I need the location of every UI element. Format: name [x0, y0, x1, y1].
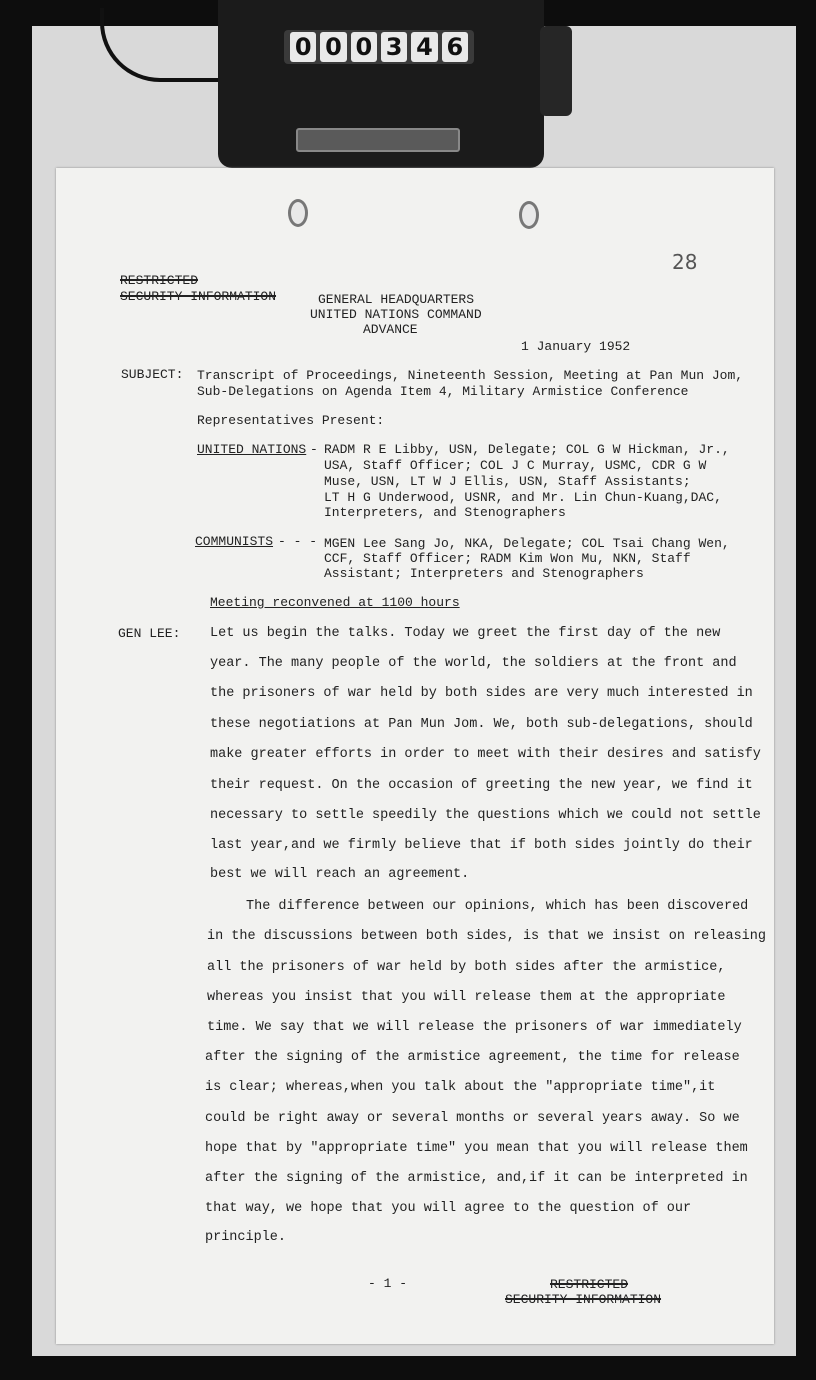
footer-classification-restricted: RESTRICTED [550, 1277, 629, 1292]
header-line-3: ADVANCE [363, 322, 418, 337]
speaker-label: GEN LEE: [118, 626, 181, 641]
frame-counter-display [284, 30, 474, 64]
communists-dash: - - - [278, 534, 318, 549]
counter-digit: 0 [320, 32, 346, 62]
punch-hole [288, 199, 308, 227]
para2-line: whereas you insist that you will release them at the appropriate [207, 990, 726, 1005]
para2-line: principle. [205, 1230, 287, 1245]
para2-line: time. We say that we will release the prisoners of war immediately [207, 1020, 742, 1035]
communists-member-line: CCF, Staff Officer; RADM Kim Won Mu, NKN, Staff [324, 551, 691, 566]
para1-line: last year,and we firmly believe that if both sides jointly do their [210, 838, 753, 853]
para2-line: that way, we hope that you will agree to the question of our [205, 1201, 692, 1216]
un-member-line: RADM R E Libby, USN, Delegate; COL G W Hickman, Jr., [324, 442, 730, 457]
para2-line: The difference between our opinions, which has been discovered [246, 899, 749, 914]
document-date: 1 January 1952 [521, 339, 631, 354]
classification-restricted: RESTRICTED [120, 273, 199, 288]
para1-line: their request. On the occasion of greeting the new year, we find it [210, 778, 753, 793]
subject-line-2: Sub-Delegations on Agenda Item 4, Military Armistice Conference [197, 384, 689, 399]
para2-line: after the signing of the armistice, and,if it can be interpreted in [205, 1171, 748, 1186]
un-member-line: LT H G Underwood, USNR, and Mr. Lin Chun-Kuang,DAC, [324, 490, 722, 505]
para1-line: the prisoners of war held by both sides are very much interested in [210, 686, 753, 701]
counter-digit: 0 [351, 32, 377, 62]
para2-line: could be right away or several months or several years away. So we [205, 1111, 740, 1126]
counter-digit: 4 [411, 32, 437, 62]
counter-digit: 0 [290, 32, 316, 62]
para2-line: after the signing of the armistice agreement, the time for release [205, 1050, 740, 1065]
counter-digit: 6 [442, 32, 468, 62]
un-dash: - [310, 442, 318, 457]
para1-line: necessary to settle speedily the questions which we could not settle [210, 808, 761, 823]
para1-line: make greater efforts in order to meet with their desires and satisfy [210, 747, 761, 762]
header-line-1: GENERAL HEADQUARTERS [318, 292, 475, 307]
communists-member-line: MGEN Lee Sang Jo, NKA, Delegate; COL Tsai Chang Wen, [324, 536, 730, 551]
subject-label: SUBJECT: [121, 367, 184, 382]
un-member-line: Interpreters, and Stenographers [324, 505, 566, 520]
counter-knob [540, 26, 572, 116]
communists-member-line: Assistant; Interpreters and Stenographers [324, 566, 644, 581]
un-label: UNITED NATIONS [197, 442, 307, 457]
subject-line-1: Transcript of Proceedings, Nineteenth Session, Meeting at Pan Mun Jom, [197, 368, 744, 383]
para1-line: best we will reach an agreement. [210, 867, 470, 882]
communists-label: COMMUNISTS [195, 534, 274, 549]
para2-line: in the discussions between both sides, is that we insist on releasing [207, 929, 766, 944]
representatives-heading: Representatives Present: [197, 413, 385, 428]
un-member-line: Muse, USN, LT W J Ellis, USN, Staff Assistants; [324, 474, 691, 489]
meeting-note: Meeting reconvened at 1100 hours [210, 595, 460, 610]
footer-classification-security: SECURITY INFORMATION [505, 1292, 662, 1307]
header-line-2: UNITED NATIONS COMMAND [310, 307, 482, 322]
handwritten-page-number: 28 [672, 250, 698, 274]
punch-hole [519, 201, 539, 229]
classification-security: SECURITY INFORMATION [120, 289, 277, 304]
para1-line: year. The many people of the world, the soldiers at the front and [210, 656, 737, 671]
para2-line: hope that by "appropriate time" you mean that you will release them [205, 1141, 748, 1156]
un-member-line: USA, Staff Officer; COL J C Murray, USMC, CDR G W [324, 458, 707, 473]
para2-line: all the prisoners of war held by both sides after the armistice, [207, 960, 726, 975]
para1-line: Let us begin the talks. Today we greet the first day of the new [210, 626, 721, 641]
counter-label-plate [296, 128, 460, 152]
para1-line: these negotiations at Pan Mun Jom. We, both sub-delegations, should [210, 717, 753, 732]
counter-digit: 3 [381, 32, 407, 62]
para2-line: is clear; whereas,when you talk about the "appropriate time",it [205, 1080, 716, 1095]
footer-page-number: - 1 - [368, 1276, 408, 1291]
